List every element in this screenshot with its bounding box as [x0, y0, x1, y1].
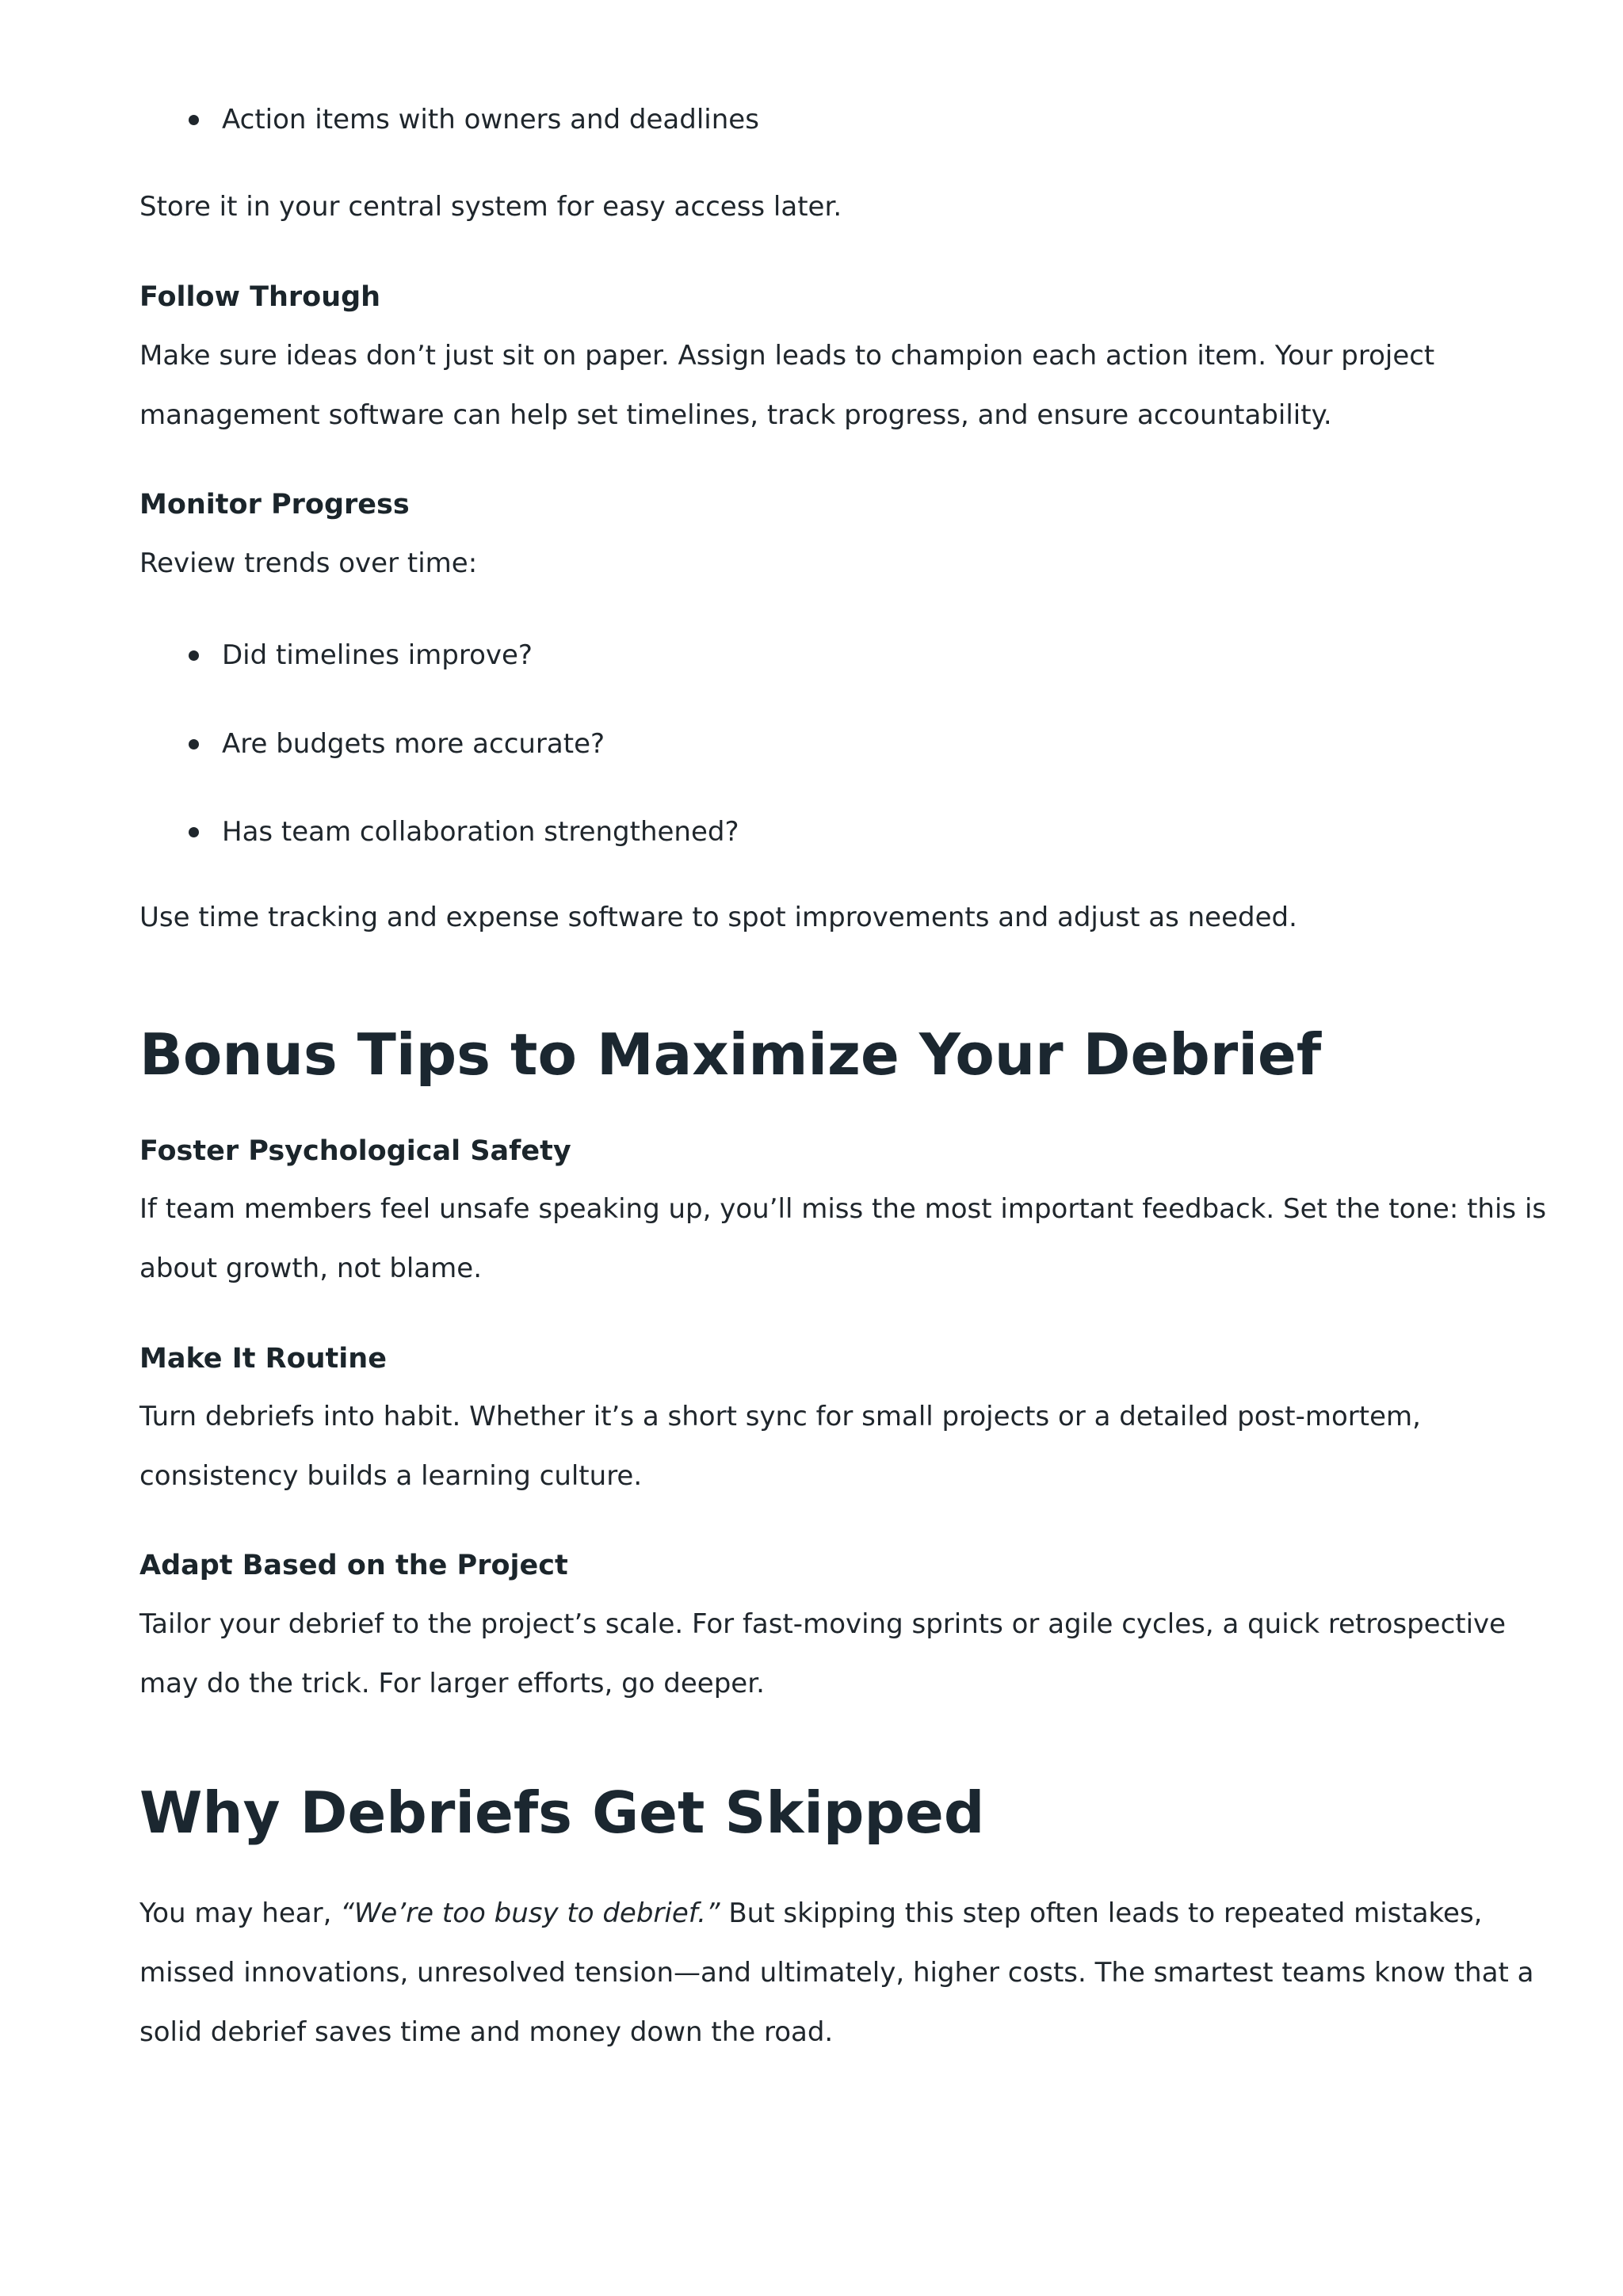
list-item [222, 635, 533, 675]
bullet-icon [189, 739, 199, 749]
paragraph: Turn debriefs into habit. Whether it’s a short sync for small projects or a detailed post-mortem, consistency builds a learning culture. [139, 1401, 1421, 1492]
list-item-text: Did timelines improve? [222, 639, 533, 671]
paragraph-text: But skipping this step often leads to repeated mistakes, missed innovations, unresolved tension—and ultimately, higher costs. The smartest teams know that a solid debrief saves time and money down the road. [139, 1897, 1534, 2048]
paragraph: Review trends over time: [139, 547, 478, 579]
paragraph: Use time tracking and expense software to spot improvements and adjust as needed. [139, 902, 1297, 933]
list-item [222, 724, 605, 764]
bullet-icon [189, 650, 199, 661]
section-title: Bonus Tips to Maximize Your Debrief [139, 1021, 1322, 1088]
paragraph: Make sure ideas don’t just sit on paper. Assign leads to champion each action item. Your project management software can help set timelines, track progress, and ensure accountability. [139, 340, 1435, 431]
section-title: Why Debriefs Get Skipped [139, 1779, 985, 1846]
bullet-icon [189, 115, 199, 125]
section-heading: Monitor Progress [139, 489, 410, 521]
list-item-text: Action items with owners and deadlines [222, 104, 759, 135]
paragraph: Store it in your central system for easy access later. [139, 191, 842, 223]
section-heading: Adapt Based on the Project [139, 1550, 568, 1581]
paragraph: If team members feel unsafe speaking up, you’ll miss the most important feedback. Set the tone: this is about growth, not blame. [139, 1193, 1547, 1284]
list-item [222, 100, 759, 139]
paragraph: Tailor your debrief to the project’s scale. For fast-moving sprints or agile cycles, a quick retrospective may do the trick. For larger efforts, go deeper. [139, 1608, 1507, 1699]
list-item [222, 812, 739, 852]
quote: “We’re too busy to debrief.” [340, 1897, 720, 1929]
list-item-text: Has team collaboration strengthened? [222, 816, 739, 848]
section-heading: Make It Routine [139, 1343, 387, 1375]
paragraph-text: You may hear, [139, 1897, 341, 1929]
bullet-icon [189, 827, 199, 837]
paragraph [139, 1884, 1550, 2062]
section-heading: Follow Through [139, 281, 381, 313]
section-heading: Foster Psychological Safety [139, 1135, 571, 1167]
list-item-text: Are budgets more accurate? [222, 728, 605, 760]
